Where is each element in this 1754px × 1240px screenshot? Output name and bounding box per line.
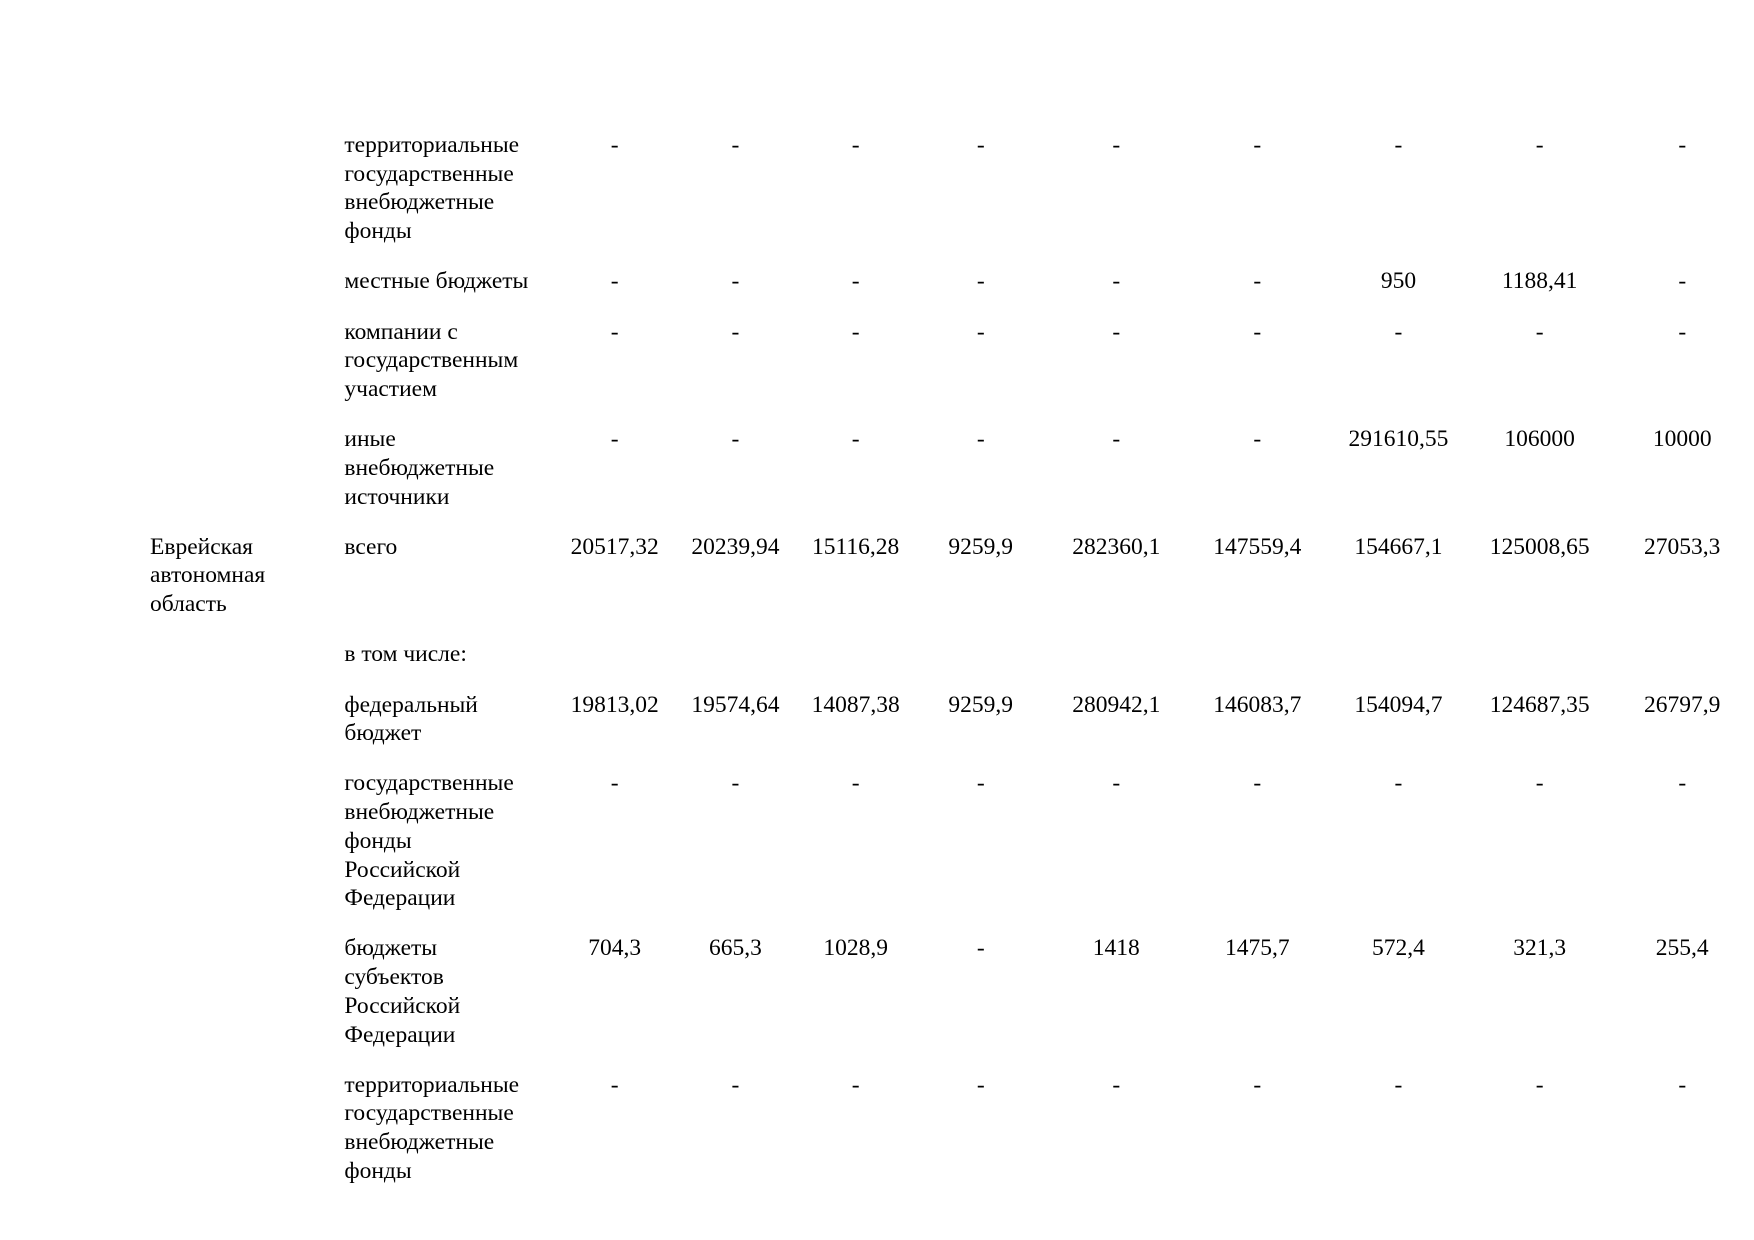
value-cell: 146083,7 bbox=[1213, 691, 1302, 718]
funding-source-label bbox=[344, 1071, 554, 1207]
value-cell: 255,4 bbox=[1655, 935, 1709, 962]
table-body bbox=[150, 131, 1754, 1207]
funding-source-label-line: фонды bbox=[344, 218, 412, 245]
value-cell: - bbox=[1112, 426, 1121, 453]
region-name-line: область bbox=[150, 591, 227, 618]
funding-source-label-line: в том числе: bbox=[344, 641, 467, 668]
value-cell bbox=[554, 640, 675, 690]
funding-source-label-line: Федерации bbox=[344, 885, 456, 912]
value-cell bbox=[1469, 640, 1611, 690]
value-cell: - bbox=[1535, 770, 1544, 797]
value-cell: 14087,38 bbox=[811, 691, 900, 718]
table-row bbox=[150, 691, 1754, 770]
funding-source-label-line: государственным bbox=[344, 347, 519, 374]
value-cell: - bbox=[1535, 1071, 1544, 1098]
table-row bbox=[150, 425, 1754, 533]
funding-source-label-line: внебюджетные bbox=[344, 799, 495, 826]
funding-source-label-line: федеральный bbox=[344, 691, 478, 718]
region-cell bbox=[150, 267, 344, 317]
funding-source-label-line: внебюджетные bbox=[344, 1129, 495, 1156]
value-cell: - bbox=[1678, 770, 1687, 797]
funding-source-label-line: Российской bbox=[344, 992, 461, 1019]
value-cell: - bbox=[1112, 268, 1121, 295]
funding-source-label-line: бюджеты bbox=[344, 935, 438, 962]
value-cell: 1475,7 bbox=[1225, 935, 1290, 962]
value-cell: - bbox=[1112, 1071, 1121, 1098]
table-row bbox=[150, 267, 1754, 317]
value-cell: - bbox=[851, 268, 860, 295]
table-row bbox=[150, 131, 1754, 267]
value-cell: 19813,02 bbox=[570, 691, 659, 718]
funding-source-label-line: территориальные bbox=[344, 1071, 520, 1098]
funding-source-label-line: фонды bbox=[344, 827, 412, 854]
value-cell: - bbox=[1112, 318, 1121, 345]
funding-source-label-line: иные bbox=[344, 426, 396, 453]
funding-source-label-line: государственные bbox=[344, 1100, 514, 1127]
value-cell: 1028,9 bbox=[823, 935, 888, 962]
value-cell: - bbox=[851, 426, 860, 453]
value-cell: - bbox=[976, 132, 985, 158]
funding-source-label-line: фонды bbox=[344, 1157, 412, 1184]
value-cell: - bbox=[731, 132, 740, 158]
value-cell bbox=[916, 640, 1046, 690]
value-cell: - bbox=[1678, 132, 1687, 158]
value-cell: - bbox=[1394, 1071, 1403, 1098]
value-cell: 154667,1 bbox=[1354, 533, 1443, 560]
value-cell: - bbox=[731, 268, 740, 295]
value-cell: - bbox=[1535, 318, 1544, 345]
value-cell: 280942,1 bbox=[1072, 691, 1161, 718]
value-cell: - bbox=[851, 770, 860, 797]
table-row bbox=[150, 640, 1754, 690]
funding-source-label-line: государственные bbox=[344, 160, 514, 187]
value-cell bbox=[675, 640, 796, 690]
value-cell: 27053,3 bbox=[1644, 533, 1721, 560]
value-cell: 9259,9 bbox=[948, 533, 1014, 560]
value-cell: 1418 bbox=[1092, 935, 1140, 962]
funding-source-label-line: Федерации bbox=[344, 1021, 456, 1048]
value-cell: - bbox=[731, 770, 740, 797]
region-cell bbox=[150, 533, 344, 641]
value-cell: 10000 bbox=[1652, 426, 1712, 453]
value-cell: - bbox=[851, 132, 860, 158]
value-cell: 1188,41 bbox=[1501, 268, 1578, 295]
value-cell: - bbox=[1394, 318, 1403, 345]
value-cell: 106000 bbox=[1504, 426, 1575, 453]
value-cell: - bbox=[731, 1071, 740, 1098]
value-cell: 26797,9 bbox=[1644, 691, 1721, 718]
funding-source-label-line: бюджет bbox=[344, 720, 422, 747]
value-cell: 704,3 bbox=[588, 935, 642, 962]
funding-source-label bbox=[344, 267, 554, 317]
funding-source-label bbox=[344, 318, 554, 426]
funding-table bbox=[150, 131, 1754, 1207]
region-cell bbox=[150, 640, 344, 690]
value-cell: - bbox=[1112, 132, 1121, 158]
region-name-line: автономная bbox=[150, 562, 266, 589]
value-cell: - bbox=[976, 770, 985, 797]
region-cell bbox=[150, 691, 344, 770]
value-cell: 665,3 bbox=[708, 935, 762, 962]
value-cell: 9259,9 bbox=[948, 691, 1014, 718]
value-cell: - bbox=[610, 132, 619, 158]
table-row bbox=[150, 934, 1754, 1070]
value-cell: - bbox=[1394, 770, 1403, 797]
table-row bbox=[150, 1071, 1754, 1207]
table-row bbox=[150, 769, 1754, 934]
value-cell: - bbox=[851, 318, 860, 345]
value-cell: - bbox=[1253, 268, 1262, 295]
funding-source-label bbox=[344, 769, 554, 934]
value-cell: - bbox=[1678, 318, 1687, 345]
table-row bbox=[150, 318, 1754, 426]
region-cell bbox=[150, 425, 344, 533]
value-cell bbox=[796, 640, 916, 690]
value-cell: - bbox=[610, 426, 619, 453]
value-cell: - bbox=[976, 426, 985, 453]
funding-source-label-line: территориальные bbox=[344, 132, 520, 158]
value-cell: 124687,35 bbox=[1489, 691, 1590, 718]
value-cell: - bbox=[851, 1071, 860, 1098]
table-row bbox=[150, 533, 1754, 641]
value-cell: - bbox=[1394, 132, 1403, 158]
value-cell: - bbox=[976, 935, 985, 962]
funding-source-label bbox=[344, 131, 554, 267]
value-cell: - bbox=[976, 318, 985, 345]
value-cell: - bbox=[610, 770, 619, 797]
funding-source-label-line: местные бюджеты bbox=[344, 268, 529, 295]
funding-source-label-line: всего bbox=[344, 533, 398, 560]
funding-source-label-line: Российской bbox=[344, 856, 461, 883]
value-cell: 19574,64 bbox=[691, 691, 780, 718]
value-cell: - bbox=[610, 1071, 619, 1098]
value-cell: - bbox=[1253, 1071, 1262, 1098]
value-cell: - bbox=[1112, 770, 1121, 797]
value-cell: - bbox=[1253, 132, 1262, 158]
funding-source-label-line: внебюджетные bbox=[344, 454, 495, 481]
value-cell: 147559,4 bbox=[1213, 533, 1302, 560]
value-cell bbox=[1610, 640, 1754, 690]
value-cell bbox=[1187, 640, 1329, 690]
value-cell: 154094,7 bbox=[1354, 691, 1443, 718]
region-cell bbox=[150, 1071, 344, 1207]
value-cell: 572,4 bbox=[1372, 935, 1425, 962]
funding-source-label bbox=[344, 640, 554, 690]
funding-source-label bbox=[344, 533, 554, 641]
value-cell: - bbox=[1253, 770, 1262, 797]
value-cell: - bbox=[610, 318, 619, 345]
value-cell: 950 bbox=[1380, 268, 1417, 295]
funding-source-label bbox=[344, 425, 554, 533]
region-cell bbox=[150, 934, 344, 1070]
funding-source-label-line: субъектов bbox=[344, 964, 444, 991]
funding-source-label-line: участием bbox=[344, 375, 437, 402]
region-cell bbox=[150, 318, 344, 426]
value-cell bbox=[1046, 640, 1187, 690]
funding-source-label-line: компании с bbox=[344, 318, 458, 345]
funding-source-label-line: источники bbox=[344, 483, 450, 510]
region-name-line: Еврейская bbox=[150, 533, 253, 560]
value-cell: - bbox=[1678, 268, 1687, 295]
value-cell: - bbox=[976, 268, 985, 295]
value-cell: - bbox=[1535, 132, 1544, 158]
value-cell: - bbox=[731, 318, 740, 345]
region-cell bbox=[150, 769, 344, 934]
region-cell bbox=[150, 131, 344, 267]
value-cell: - bbox=[610, 268, 619, 295]
funding-source-label-line: государственные bbox=[344, 770, 514, 797]
funding-source-label bbox=[344, 934, 554, 1070]
value-cell: 20239,94 bbox=[691, 533, 780, 560]
value-cell: 291610,55 bbox=[1348, 426, 1449, 453]
value-cell: - bbox=[1253, 318, 1262, 345]
value-cell bbox=[1328, 640, 1469, 690]
value-cell: 321,3 bbox=[1513, 935, 1567, 962]
value-cell: - bbox=[976, 1071, 985, 1098]
value-cell: 282360,1 bbox=[1072, 533, 1161, 560]
funding-source-label bbox=[344, 691, 554, 770]
value-cell: - bbox=[1253, 426, 1262, 453]
funding-source-label-line: внебюджетные bbox=[344, 189, 495, 216]
value-cell: - bbox=[731, 426, 740, 453]
value-cell: 125008,65 bbox=[1489, 533, 1590, 560]
value-cell: 15116,28 bbox=[811, 533, 900, 560]
value-cell: 20517,32 bbox=[570, 533, 659, 560]
value-cell: - bbox=[1678, 1071, 1687, 1098]
